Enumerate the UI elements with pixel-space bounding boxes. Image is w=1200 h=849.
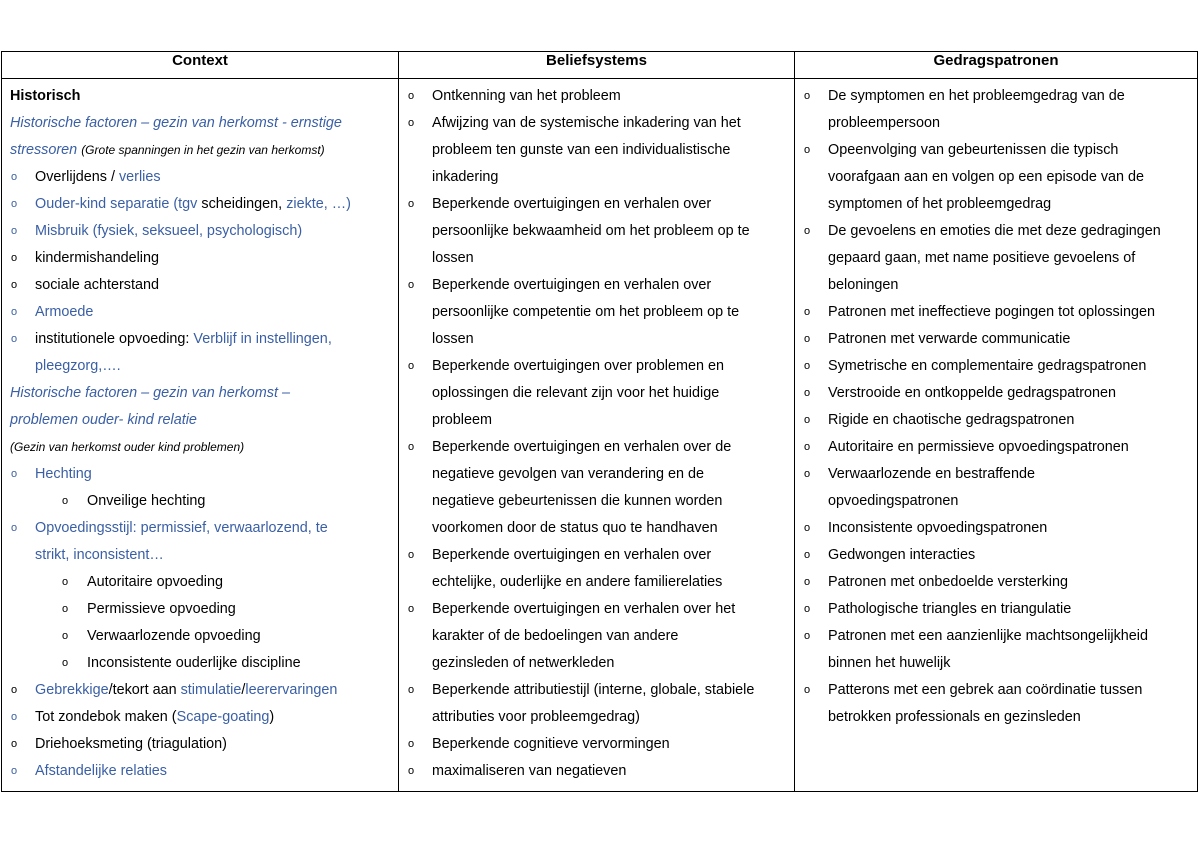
belief-item-continuation: negatieve gebeurtenissen die kunnen worden <box>432 493 723 509</box>
belief-item: o Beperkende overtuigingen en verhalen over het <box>399 596 794 623</box>
list-item: o sociale achterstand <box>2 272 398 299</box>
belief-item-continuation: inkadering <box>432 169 499 185</box>
belief-item-continuation: lossen <box>432 250 474 266</box>
pattern-item-continuation: opvoedingspatronen <box>828 493 959 509</box>
pattern-item: o Opeenvolging van gebeurtenissen die typisch <box>795 137 1197 164</box>
list-item: o Misbruik (fysiek, seksueel, psychologisch) <box>2 218 398 245</box>
belief-item: o Ontkenning van het probleem <box>399 83 794 110</box>
list-item: o Ouder-kind separatie (tgv scheidingen, ziekte, …) <box>2 191 398 218</box>
belief-item: o Beperkende overtuigingen en verhalen over de <box>399 434 794 461</box>
pattern-item: o Patronen met een aanzienlijke machtsongelijkheid <box>795 623 1197 650</box>
factor1-note: (Grote spanningen in het gezin van herkomst) <box>81 143 325 157</box>
list-item-continuation: pleegzorg,…. <box>35 358 121 374</box>
pattern-item-continuation: gepaard gaan, met name positieve gevoelens of <box>828 250 1136 266</box>
belief-item-continuation: probleem ten gunste van een individualistische <box>432 142 731 158</box>
list-item: o Overlijdens / verlies <box>2 164 398 191</box>
belief-item: o Beperkende overtuigingen en verhalen over <box>399 542 794 569</box>
pattern-item: o Patronen met onbedoelde versterking <box>795 569 1197 596</box>
pattern-item: o Autoritaire en permissieve opvoedingspatronen <box>795 434 1197 461</box>
list-item: o Gebrekkige/tekort aan stimulatie/leerervaringen <box>2 677 398 704</box>
pattern-item: o Gedwongen interacties <box>795 542 1197 569</box>
list-item: o Armoede <box>2 299 398 326</box>
pattern-item-continuation: probleempersoon <box>828 115 940 131</box>
pattern-item: o Inconsistente opvoedingspatronen <box>795 515 1197 542</box>
pattern-item: o Verstrooide en ontkoppelde gedragspatronen <box>795 380 1197 407</box>
factor2-note: (Gezin van herkomst ouder kind problemen) <box>10 440 245 454</box>
list-item: o Opvoedingsstijl: permissief, verwaarlozend, te <box>2 515 398 542</box>
belief-item-continuation: oplossingen die relevant zijn voor het huidige <box>432 385 720 401</box>
context-heading: Historisch <box>10 88 81 104</box>
belief-item-continuation: negatieve gevolgen van verandering en de <box>432 466 705 482</box>
pattern-item: o De symptomen en het probleemgedrag van de <box>795 83 1197 110</box>
belief-item: o Beperkende overtuigingen en verhalen over <box>399 272 794 299</box>
pattern-item-continuation: voorafgaan aan en volgen op een episode van de <box>828 169 1145 185</box>
context-cell <box>2 79 399 792</box>
pattern-item: o Rigide en chaotische gedragspatronen <box>795 407 1197 434</box>
belief-item-continuation: karakter of de bedoelingen van andere <box>432 628 679 644</box>
factor2-title-line2: problemen ouder- kind relatie <box>10 412 197 428</box>
list-item: o Driehoeksmeting (triagulation) <box>2 731 398 758</box>
belief-item: o Afwijzing van de systemische inkadering van het <box>399 110 794 137</box>
belief-item: o Beperkende overtuigingen en verhalen over <box>399 191 794 218</box>
belief-item: o Beperkende overtuigingen over problemen en <box>399 353 794 380</box>
pattern-item-continuation: binnen het huwelijk <box>828 655 951 671</box>
belief-item-continuation: lossen <box>432 331 474 347</box>
patterns-cell <box>795 79 1198 792</box>
belief-item-continuation: gezinsleden of netwerkleden <box>432 655 615 671</box>
content-row <box>2 79 1198 792</box>
header-context: Context <box>2 52 399 79</box>
header-beliefsystems: Beliefsystems <box>399 52 795 79</box>
header-gedragspatronen: Gedragspatronen <box>795 52 1198 79</box>
belief-item-continuation: persoonlijke competentie om het probleem op te <box>432 304 740 320</box>
belief-item-continuation: probleem <box>432 412 492 428</box>
sub-list-item: o Permissieve opvoeding <box>2 596 398 623</box>
list-item: o kindermishandeling <box>2 245 398 272</box>
belief-item: o maximaliseren van negatieven <box>399 758 794 785</box>
document-table <box>1 51 1198 792</box>
sub-list-item: o Autoritaire opvoeding <box>2 569 398 596</box>
pattern-item: o Verwaarlozende en bestraffende <box>795 461 1197 488</box>
sub-list-item: o Inconsistente ouderlijke discipline <box>2 650 398 677</box>
sub-list-item: o Onveilige hechting <box>2 488 398 515</box>
belief-item-continuation: voorkomen door de status quo te handhaven <box>432 520 718 536</box>
pattern-item: o Patronen met verwarde communicatie <box>795 326 1197 353</box>
list-item-continuation: strikt, inconsistent… <box>35 547 164 563</box>
patterns-list <box>795 83 1197 731</box>
pattern-item-continuation: beloningen <box>828 277 899 293</box>
beliefs-cell <box>399 79 795 792</box>
list-item: o Hechting <box>2 461 398 488</box>
pattern-item: o Symetrische en complementaire gedragspatronen <box>795 353 1197 380</box>
list-item: o Afstandelijke relaties <box>2 758 398 785</box>
factor1-title-part: stressoren <box>10 142 78 158</box>
belief-item-continuation: persoonlijke bekwaamheid om het probleem op te <box>432 223 750 239</box>
belief-item: o Beperkende cognitieve vervormingen <box>399 731 794 758</box>
factor2-title-line1: Historische factoren – gezin van herkomst – <box>10 385 290 401</box>
pattern-item-continuation: symptomen of het probleemgedrag <box>828 196 1052 212</box>
belief-item-continuation: echtelijke, ouderlijke en andere familierelaties <box>432 574 723 590</box>
pattern-item: o Patronen met ineffectieve pogingen tot oplossingen <box>795 299 1197 326</box>
factor1-title-line1: Historische factoren – gezin van herkomst - ernstige <box>10 115 342 131</box>
list-item: o Tot zondebok maken (Scape-goating) <box>2 704 398 731</box>
pattern-item: o Patterons met een gebrek aan coördinatie tussen <box>795 677 1197 704</box>
sub-list-item: o Verwaarlozende opvoeding <box>2 623 398 650</box>
belief-item: o Beperkende attributiestijl (interne, globale, stabiele <box>399 677 794 704</box>
pattern-item: o De gevoelens en emoties die met deze gedragingen <box>795 218 1197 245</box>
list-item: o institutionele opvoeding: Verblijf in instellingen, <box>2 326 398 353</box>
header-row <box>2 52 1198 79</box>
belief-item-continuation: attributies voor probleemgedrag) <box>432 709 640 725</box>
beliefs-list <box>399 83 794 785</box>
pattern-item-continuation: betrokken professionals en gezinsleden <box>828 709 1081 725</box>
factor1-title-line2 <box>2 137 398 164</box>
pattern-item: o Pathologische triangles en triangulatie <box>795 596 1197 623</box>
